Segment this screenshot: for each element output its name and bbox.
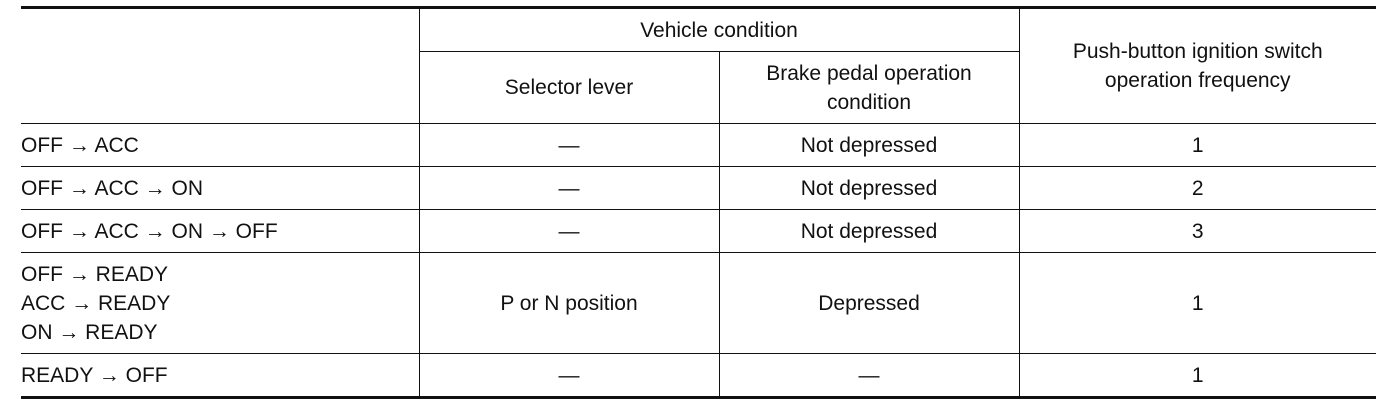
header-row-1 <box>21 8 1376 52</box>
transition-cell <box>21 253 419 354</box>
transition-line: OFF → ACC <box>21 133 139 157</box>
header-operation-frequency <box>1019 8 1376 124</box>
table-row <box>21 124 1376 167</box>
selector-lever-cell: — <box>419 354 719 398</box>
brake-pedal-cell: Not depressed <box>719 210 1019 253</box>
table-row <box>21 210 1376 253</box>
header-brake-pedal <box>719 52 1019 124</box>
transition-line: OFF → ACC → ON <box>21 176 204 200</box>
ignition-operation-table <box>21 6 1376 399</box>
selector-lever-cell: — <box>419 124 719 167</box>
header-brake-pedal-line-2: condition <box>826 90 912 114</box>
transition-line: ACC → READY <box>21 291 171 315</box>
transition-cell <box>21 124 419 167</box>
selector-lever-cell: — <box>419 210 719 253</box>
brake-pedal-cell: Not depressed <box>719 124 1019 167</box>
transition-line: OFF → ACC → ON → OFF <box>21 219 278 243</box>
frequency-cell: 3 <box>1019 210 1376 253</box>
selector-lever-cell: P or N position <box>419 253 719 354</box>
transition-cell <box>21 354 419 398</box>
frequency-cell: 1 <box>1019 253 1376 354</box>
transition-line: OFF → READY <box>21 262 169 286</box>
frequency-cell: 1 <box>1019 354 1376 398</box>
header-selector-lever: Selector lever <box>419 52 719 124</box>
header-blank-cell <box>21 8 419 124</box>
brake-pedal-cell: Not depressed <box>719 167 1019 210</box>
header-vehicle-condition: Vehicle condition <box>419 8 1019 52</box>
header-frequency-line-1: Push-button ignition switch <box>1072 40 1323 63</box>
table-row <box>21 354 1376 398</box>
transition-line: READY → OFF <box>21 363 168 387</box>
brake-pedal-cell: Depressed <box>719 253 1019 354</box>
transition-line: ON → READY <box>21 320 158 344</box>
header-frequency-line-2: operation frequency <box>1104 69 1291 92</box>
frequency-cell: 2 <box>1019 167 1376 210</box>
selector-lever-cell: — <box>419 167 719 210</box>
header-brake-pedal-line-1: Brake pedal operation <box>766 61 972 85</box>
transition-cell <box>21 210 419 253</box>
table-row <box>21 167 1376 210</box>
transition-cell <box>21 167 419 210</box>
frequency-cell: 1 <box>1019 124 1376 167</box>
table-row <box>21 253 1376 354</box>
brake-pedal-cell: — <box>719 354 1019 398</box>
